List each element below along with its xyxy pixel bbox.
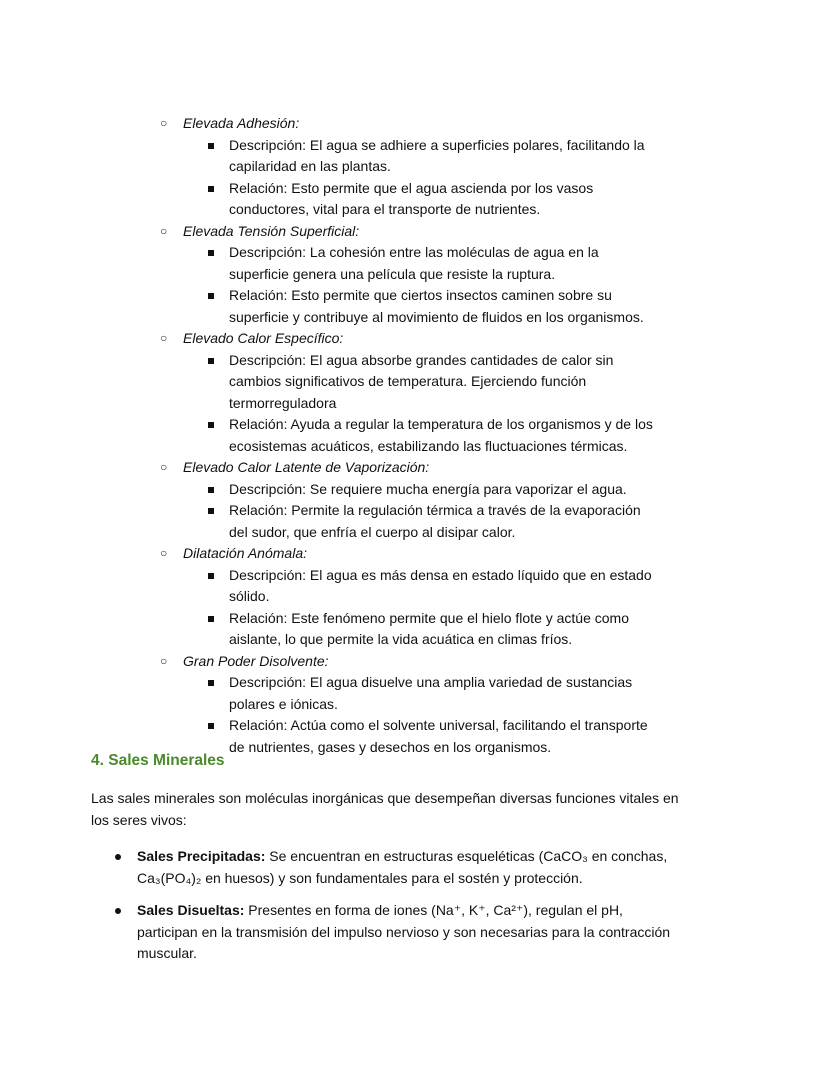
detail-item — [183, 135, 659, 178]
salt-description: Presentes en forma de iones (Na⁺, K⁺, Ca²⁺), regulan el pH, participan en la transmisión del impulso nervioso y son necesarias para la contracción muscular. — [137, 902, 671, 961]
detail-text: Relación: Esto permite que el agua ascienda por los vasos conductores, vital para el transporte de nutrientes. — [229, 179, 594, 217]
detail-text: Relación: Este fenómeno permite que el hielo flote y actúe como aislante, lo que permite la vida acuática en climas fríos. — [229, 609, 630, 647]
detail-item — [183, 350, 659, 415]
detail-item — [183, 242, 659, 285]
detail-item — [183, 608, 659, 651]
property-details — [183, 135, 680, 221]
square-bullet-icon — [208, 723, 214, 729]
hollow-circle-bullet: ○ — [160, 331, 168, 345]
salt-label: Sales Precipitadas: — [137, 848, 266, 864]
section-heading: 4. Sales Minerales — [91, 752, 225, 769]
salt-item — [110, 846, 680, 889]
hollow-circle-bullet: ○ — [160, 546, 168, 560]
property-title: Elevado Calor Específico: — [183, 330, 344, 346]
square-bullet-icon — [208, 680, 214, 686]
property-item — [160, 221, 680, 329]
square-bullet-icon — [208, 186, 214, 192]
property-item — [160, 457, 680, 543]
square-bullet-icon — [208, 487, 214, 493]
detail-text: Descripción: El agua es más densa en estado líquido que en estado sólido. — [229, 566, 652, 604]
property-details — [183, 479, 680, 544]
square-bullet-icon — [208, 508, 214, 514]
property-item — [160, 651, 680, 759]
detail-item — [183, 672, 659, 715]
detail-item — [183, 565, 659, 608]
property-item — [160, 543, 680, 651]
detail-text: Relación: Esto permite que ciertos insectos caminen sobre su superficie y contribuye al movimiento de fluidos en los organismos. — [229, 287, 644, 325]
hollow-circle-bullet: ○ — [160, 653, 168, 668]
property-title: Dilatación Anómala: — [183, 545, 307, 561]
property-details — [183, 672, 680, 758]
square-bullet-icon — [208, 250, 214, 256]
bullet-dot-icon — [115, 908, 121, 914]
water-properties-list — [160, 113, 680, 758]
square-bullet-icon — [208, 616, 214, 622]
square-bullet-icon — [208, 573, 214, 579]
salts-list — [110, 846, 680, 976]
detail-item — [183, 479, 659, 501]
square-bullet-icon — [208, 422, 214, 428]
section-intro: Las sales minerales son moléculas inorgánicas que desempeñan diversas funciones vitales en los seres vivos: — [91, 790, 679, 828]
detail-text: Relación: Ayuda a regular la temperatura de los organismos y de los ecosistemas acuáticos, estabilizando las fluctuaciones térmicas. — [229, 416, 653, 454]
detail-text: Descripción: El agua absorbe grandes cantidades de calor sin cambios significativos de temperatura. Ejerciendo función termorreguladora — [229, 351, 614, 411]
property-title: Elevado Calor Latente de Vaporización: — [183, 459, 430, 475]
property-item — [160, 328, 680, 457]
property-title: Elevada Adhesión: — [183, 115, 300, 131]
detail-text: Relación: Actúa como el solvente universal, facilitando el transporte de nutrientes, gases y desechos en los organismos. — [229, 717, 648, 755]
hollow-circle-bullet: ○ — [160, 460, 168, 474]
property-details — [183, 350, 680, 458]
property-title: Gran Poder Disolvente: — [183, 652, 329, 669]
detail-text: Descripción: La cohesión entre las moléculas de agua en la superficie genera una película que resiste la ruptura. — [229, 244, 599, 282]
detail-text: Descripción: El agua se adhiere a superficies polares, facilitando la capilaridad en las plantas. — [229, 136, 645, 174]
hollow-circle-bullet: ○ — [160, 116, 168, 130]
detail-item — [183, 715, 659, 758]
detail-item — [183, 285, 659, 328]
detail-text: Descripción: El agua disuelve una amplia variedad de sustancias polares e iónicas. — [229, 674, 633, 712]
detail-item — [183, 500, 659, 543]
property-item — [160, 113, 680, 221]
salt-item — [110, 900, 680, 965]
salt-label: Sales Disueltas: — [137, 902, 245, 918]
property-details — [183, 565, 680, 651]
detail-text: Relación: Permite la regulación térmica a través de la evaporación del sudor, que enfría el cuerpo al disipar calor. — [229, 502, 641, 540]
square-bullet-icon — [208, 293, 214, 299]
square-bullet-icon — [208, 143, 214, 149]
hollow-circle-bullet: ○ — [160, 223, 168, 238]
detail-item — [183, 414, 659, 457]
detail-item — [183, 178, 659, 221]
salt-description: Se encuentran en estructuras esqueléticas (CaCO₃ en conchas, Ca₃(PO₄)₂ en huesos) y son fundamentales para el sostén y protección. — [137, 848, 668, 886]
bullet-dot-icon — [115, 854, 121, 860]
detail-text: Descripción: Se requiere mucha energía para vaporizar el agua. — [229, 480, 627, 497]
square-bullet-icon — [208, 358, 214, 364]
property-title: Elevada Tensión Superficial: — [183, 222, 360, 239]
property-details — [183, 242, 680, 328]
